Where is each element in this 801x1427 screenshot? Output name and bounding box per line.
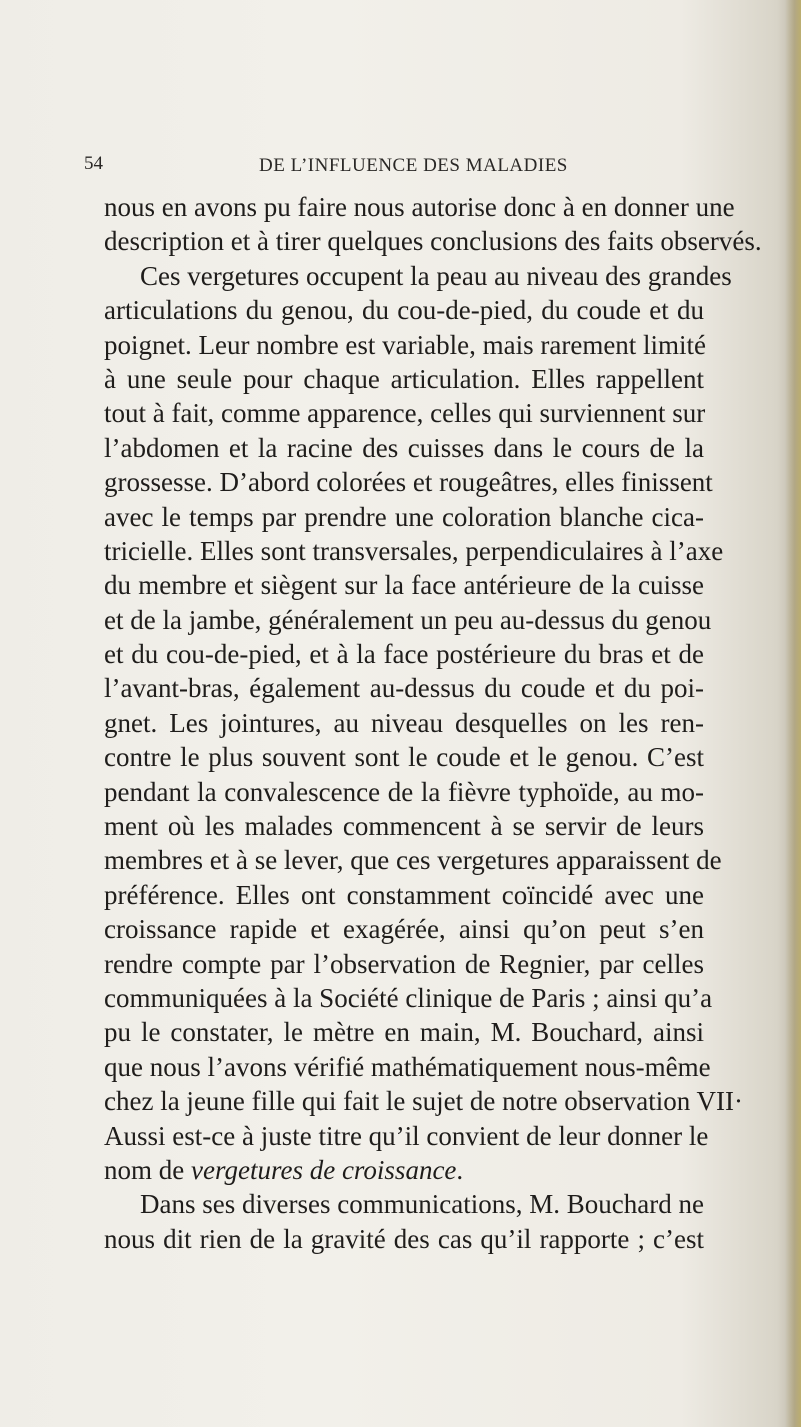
term-prefix: nom de xyxy=(104,1154,191,1185)
text-line: ment où les malades commencent à se servir de leurs xyxy=(104,811,704,842)
text-line: description et à tirer quelques conclusions des faits observés. xyxy=(104,226,762,257)
text-line: grossesse. D’abord colorées et rougeâtres, elles finissent xyxy=(104,467,713,498)
text-line: et du cou-de-pied, et à la face postérieure du bras et de xyxy=(104,639,704,670)
text-line: tout à fait, comme apparence, celles qui surviennent sur xyxy=(104,398,706,429)
page-number: 54 xyxy=(84,153,103,174)
text-line: préférence. Elles ont constamment coïncidé avec une xyxy=(104,879,704,910)
text-line: pu le constater, le mètre en main, M. Bouchard, ainsi xyxy=(104,1017,704,1048)
text-line: membres et à se lever, que ces vergetures apparaissent de xyxy=(104,845,722,876)
text-line-with-term xyxy=(104,1153,704,1187)
text-line: gnet. Les jointures, au niveau desquelles on les ren- xyxy=(104,707,704,738)
text-line: et de la jambe, généralement un peu au-dessus du genou xyxy=(104,604,712,635)
text-line: l’abdomen et la racine des cuisses dans le cours de la xyxy=(104,432,704,463)
page-header xyxy=(84,153,704,183)
text-line: que nous l’avons vérifié mathématiquement nous-même xyxy=(104,1051,711,1082)
text-line: contre le plus souvent sont le coude et le genou. C’est xyxy=(104,742,704,773)
text-line: communiquées à la Société clinique de Paris ; ainsi qu’a xyxy=(104,982,713,1013)
term-suffix: . xyxy=(456,1154,464,1185)
text-line: du membre et siègent sur la face antérieure de la cuisse xyxy=(104,570,704,601)
text-line: chez la jeune fille qui fait le sujet de notre observation VII· xyxy=(104,1086,744,1117)
text-line: l’avant-bras, également au-dessus du coude et du poi- xyxy=(104,673,704,704)
body-text xyxy=(104,190,762,1256)
text-line: nous en avons pu faire nous autorise donc à en donner une xyxy=(104,192,735,222)
text-line: Dans ses diverses communications, M. Bouchard ne xyxy=(140,1189,704,1220)
text-line: à une seule pour chaque articulation. Elles rappellent xyxy=(104,363,704,394)
text-line: tricielle. Elles sont transversales, perpendiculaires à l’axe xyxy=(104,535,724,566)
text-line: croissance rapide et exagérée, ainsi qu’on peut s’en xyxy=(104,914,704,945)
text-line: avec le temps par prendre une coloration blanche cica- xyxy=(104,501,704,532)
text-line: Aussi est-ce à juste titre qu’il convient de leur donner le xyxy=(104,1120,709,1151)
page-edge-shadow xyxy=(785,0,801,1427)
italic-term: vergetures de croissance xyxy=(191,1154,457,1185)
text-line: nous dit rien de la gravité des cas qu’il rapporte ; c’est xyxy=(104,1223,704,1254)
text-line: articulations du genou, du cou-de-pied, du coude et du xyxy=(104,295,704,326)
text-line: pendant la convalescence de la fièvre typhoïde, au mo- xyxy=(104,776,704,807)
text-line: poignet. Leur nombre est variable, mais rarement limité xyxy=(104,329,707,360)
text-line: Ces vergetures occupent la peau au niveau des grandes xyxy=(140,260,732,291)
running-title: DE L’INFLUENCE DES MALADIES xyxy=(259,155,568,176)
text-line: rendre compte par l’observation de Regnier, par celles xyxy=(104,948,704,979)
